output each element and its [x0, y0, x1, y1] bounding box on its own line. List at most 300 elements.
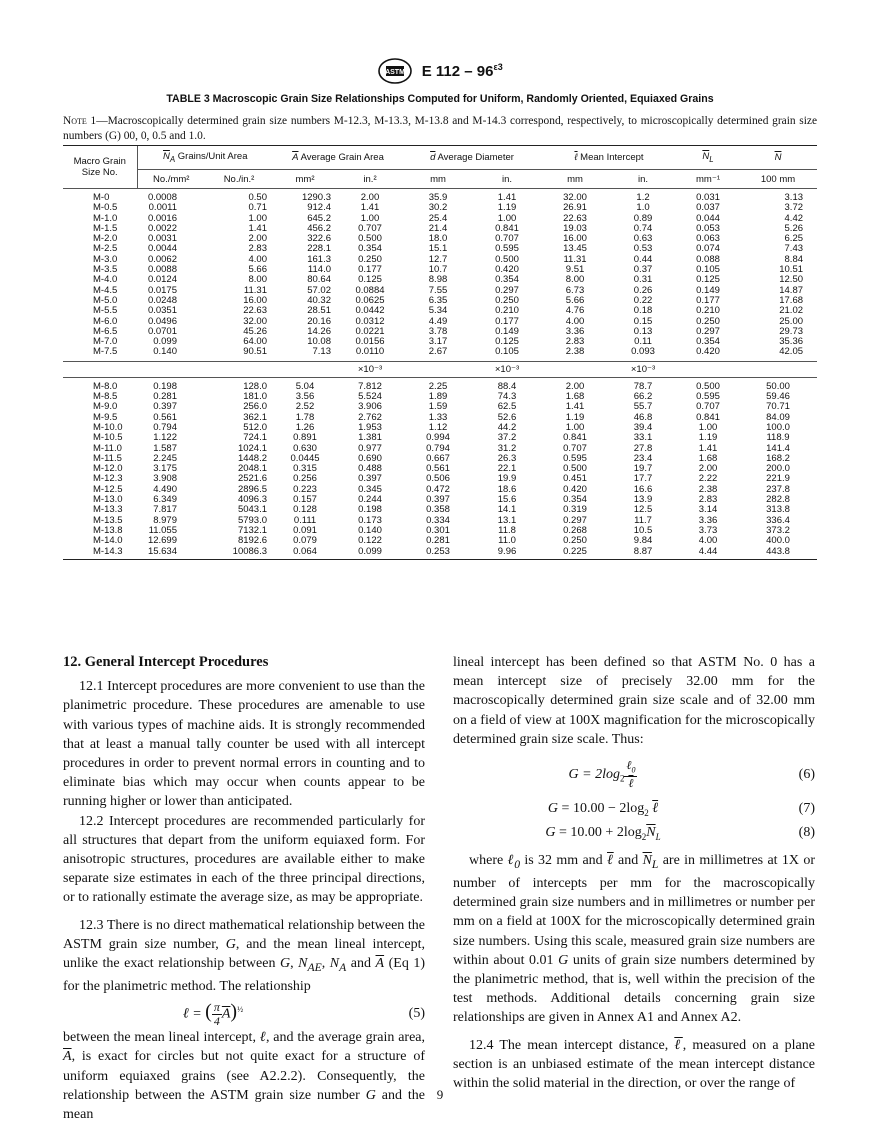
value-cell: 1.59: [428, 401, 448, 413]
value-cell: 27.8: [633, 442, 653, 454]
value-cell: 0.297: [563, 514, 587, 526]
value-cell: 0.11: [634, 336, 652, 348]
value-cell: 32.00: [243, 315, 267, 327]
value-cell: 6.73: [565, 284, 585, 296]
value-cell: 0.707: [696, 401, 720, 413]
value-cell: 0.397: [426, 494, 450, 506]
value-cell: 114.0: [307, 264, 331, 276]
value-cell: 18.6: [497, 483, 517, 495]
value-cell: 0.0701: [147, 325, 177, 337]
page-header: [0, 58, 880, 84]
value-cell: 6.25: [784, 233, 804, 245]
value-cell: 0.841: [495, 222, 519, 234]
value-cell: 0.53: [633, 243, 653, 255]
value-cell: 0.358: [426, 504, 450, 516]
value-cell: 0.595: [495, 243, 519, 255]
grain-size-cell: M-8.0: [93, 380, 118, 392]
astm-logo-icon: [377, 58, 413, 84]
value-cell: 2048.1: [237, 463, 267, 475]
p3-symbol-a: $\overline{A}$: [375, 956, 385, 972]
p3-text-h: ,: [321, 956, 330, 972]
r2-text-f: and: [613, 853, 643, 869]
value-cell: 18.0: [428, 233, 448, 245]
value-cell: 0.0496: [147, 315, 177, 327]
grain-size-cell: M-6.5: [93, 325, 118, 337]
value-cell: 16.00: [563, 233, 587, 245]
value-cell: 0.794: [153, 421, 177, 433]
value-cell: 8.84: [784, 253, 804, 265]
paragraph-12-4: [453, 1036, 815, 1094]
value-cell: 0.281: [153, 391, 177, 403]
value-cell: 3.73: [698, 524, 718, 536]
value-cell: 0.500: [358, 233, 382, 245]
table-row: [63, 536, 817, 546]
value-cell: 8.00: [565, 274, 585, 286]
value-cell: 0.198: [358, 504, 382, 516]
value-cell: 0.0175: [147, 284, 177, 296]
multiplier-diameter-in: ×10⁻³: [473, 361, 541, 377]
value-cell: 35.36: [779, 336, 804, 348]
value-cell: 0.0110: [337, 347, 403, 361]
unit-in2: in.²: [337, 170, 403, 189]
value-cell: 1.00: [248, 212, 267, 224]
d-label: Average Diameter: [435, 152, 514, 163]
unit-no-per-mm2: No./mm²: [137, 170, 205, 189]
equation-6: [453, 755, 815, 799]
value-cell: 0.595: [696, 391, 720, 403]
equation-8-expression: $G = 10.00 + 2\log_2\overline{N}_L$: [545, 825, 661, 842]
value-cell: 1.00: [565, 421, 585, 433]
value-cell: 11.31: [563, 253, 587, 265]
value-cell: 0.223: [293, 483, 317, 495]
value-cell: 0.044: [696, 212, 720, 224]
grain-size-cell: M-7.0: [93, 336, 118, 348]
value-cell: 1290.3: [301, 192, 331, 203]
value-cell: 0.0221: [355, 325, 385, 337]
table-row: [63, 377, 817, 392]
value-cell: 0.22: [633, 294, 653, 306]
value-cell: 15.1: [428, 243, 448, 255]
grain-size-cell: M-13.3: [93, 504, 123, 516]
value-cell: 168.2: [766, 452, 790, 464]
value-cell: 2.00: [565, 380, 585, 392]
value-cell: 3.175: [153, 463, 177, 475]
header-grain-size-line1: Macro Grain: [73, 156, 126, 167]
grain-size-cell: M-12.5: [93, 483, 123, 495]
grain-size-cell: M-13.5: [93, 514, 123, 526]
value-cell: 0.354: [696, 336, 720, 348]
p3-sub-a: A: [339, 960, 347, 974]
value-cell: 0.0031: [147, 233, 177, 245]
grain-size-cell: M-10.0: [93, 421, 123, 433]
grain-size-cell: M-12.3: [93, 473, 123, 485]
value-cell: 4.00: [248, 253, 267, 265]
grain-size-cell: M-3.5: [93, 264, 118, 276]
value-cell: 13.45: [563, 243, 587, 255]
unit-per-mm: mm⁻¹: [677, 170, 739, 189]
value-cell: 7132.1: [237, 524, 267, 536]
table-body-bottom: [63, 377, 817, 559]
value-cell: 0.891: [293, 432, 317, 444]
value-cell: 0.794: [426, 442, 450, 454]
page-number: 9: [436, 1087, 444, 1102]
value-cell: 1.2: [636, 192, 650, 203]
value-cell: 8.98: [428, 274, 448, 286]
value-cell: 2896.5: [237, 483, 267, 495]
value-cell: 0.256: [293, 473, 317, 485]
table-body-top: [63, 189, 817, 362]
value-cell: 26.91: [563, 202, 587, 214]
equation-7-expression: $G = 10.00 - 2\log_2$ ℓ: [547, 801, 659, 818]
equation-5-number: (5): [408, 1006, 425, 1022]
r2-sub-0: 0: [514, 857, 521, 871]
value-cell: 0.268: [563, 524, 587, 536]
value-cell: 59.46: [766, 391, 790, 403]
value-cell: 3.78: [428, 325, 448, 337]
value-cell: 128.0: [243, 380, 267, 392]
value-cell: 7.55: [428, 284, 448, 296]
grain-size-cell: M-5.0: [93, 294, 118, 306]
equation-7: [453, 799, 815, 823]
value-cell: 1.19: [565, 411, 585, 423]
value-cell: 0.420: [495, 264, 519, 276]
value-cell: 0.74: [633, 222, 653, 234]
value-cell: 84.09: [766, 411, 790, 423]
value-cell: 0.244: [358, 494, 382, 506]
value-cell: 0.301: [426, 524, 450, 536]
grain-size-cell: M-10.5: [93, 432, 123, 444]
value-cell: 1.41: [497, 192, 517, 203]
value-cell: 0.031: [696, 192, 720, 203]
value-cell: 443.8: [739, 547, 817, 560]
value-cell: 456.2: [307, 222, 331, 234]
header-nl: [677, 146, 739, 170]
value-cell: 26.3: [497, 452, 517, 464]
multiplier-intercept-in: ×10⁻³: [609, 361, 677, 377]
grain-size-cell: M-12.0: [93, 463, 123, 475]
value-cell: 0.250: [495, 294, 519, 306]
value-cell: 0.841: [696, 411, 720, 423]
value-cell: 0.111: [293, 514, 317, 526]
value-cell: 5.26: [784, 222, 804, 234]
value-cell: 8192.6: [237, 535, 267, 547]
value-cell: 10.51: [779, 264, 804, 276]
value-cell: 0.13: [633, 325, 653, 337]
value-cell: 50.00: [766, 380, 790, 392]
header-mean-intercept: [541, 146, 677, 170]
value-cell: 17.68: [779, 294, 804, 306]
value-cell: 1024.1: [237, 442, 267, 454]
value-cell: 5793.0: [237, 514, 267, 526]
value-cell: 0.250: [696, 315, 720, 327]
unit-mm2: mm²: [273, 170, 337, 189]
value-cell: 0.149: [696, 284, 720, 296]
value-cell: 4.76: [565, 305, 585, 317]
designation: [422, 62, 503, 80]
header-n: [739, 146, 817, 170]
value-cell: 0.210: [696, 305, 720, 317]
note-text: —Macroscopically determined grain size numbers M-12.3, M-13.3, M-13.8 and M-14.3 correspond, respectively, to microscopically determined grain size numbers (G) 00, 0, 0.5 and 1.0.: [63, 115, 818, 142]
p3-text-m: (Eq 1) for the planimetric method. The relationship: [63, 956, 426, 995]
value-cell: 0.667: [426, 452, 450, 464]
value-cell: 8.00: [248, 274, 267, 286]
value-cell: 0.707: [358, 222, 382, 234]
table-caption: TABLE 3 Macroscopic Grain Size Relationships Computed for Uniform, Randomly Oriented, Equiaxed Grains: [166, 93, 714, 105]
value-cell: 1448.2: [237, 452, 267, 464]
unit-100mm: 100 mm: [739, 170, 817, 189]
r2-symbol-l: ℓ: [607, 853, 614, 869]
value-cell: 0.0884: [355, 284, 385, 296]
value-cell: 80.64: [307, 274, 331, 286]
value-cell: 10.7: [428, 264, 448, 276]
value-cell: 512.0: [243, 421, 267, 433]
value-cell: 0.472: [426, 483, 450, 495]
value-cell: 21.4: [428, 222, 448, 234]
value-cell: 0.074: [696, 243, 720, 255]
value-cell: 20.16: [307, 315, 331, 327]
value-cell: 0.125: [495, 336, 519, 348]
p3-text-k: and: [346, 956, 376, 972]
value-cell: 0.250: [358, 253, 382, 265]
value-cell: 12.50: [779, 274, 804, 286]
value-cell: 2.25: [428, 380, 448, 392]
equation-6-number: (6): [798, 767, 815, 783]
p3-symbol-g2: G: [280, 956, 291, 972]
value-cell: 0.63: [633, 233, 653, 245]
p4-symbol-a: $\overline{A}$: [63, 1049, 72, 1065]
value-cell: 141.4: [766, 442, 790, 454]
value-cell: 33.1: [633, 432, 653, 444]
value-cell: 0.0008: [147, 192, 177, 203]
value-cell: 0.053: [696, 222, 720, 234]
header-average-area: [273, 146, 403, 170]
value-cell: 912.4: [307, 202, 331, 214]
value-cell: 2.00: [248, 233, 267, 245]
value-cell: 0.297: [696, 325, 720, 337]
value-cell: 0.354: [495, 274, 519, 286]
value-cell: 0.099: [337, 547, 403, 560]
grain-size-cell: M-7.5: [63, 347, 137, 361]
r3-text-a: 12.4 The mean intercept distance,: [469, 1037, 675, 1053]
equation-8: [453, 823, 815, 851]
value-cell: 2.22: [698, 473, 718, 485]
grain-size-cell: M-0: [93, 192, 110, 203]
value-cell: 9.84: [633, 535, 653, 547]
na-label: Grains/Unit Area: [175, 151, 248, 163]
value-cell: 25.00: [779, 315, 804, 327]
grain-size-cell: M-9.0: [93, 401, 118, 413]
value-cell: 0.157: [293, 494, 317, 506]
value-cell: 0.89: [633, 212, 653, 224]
value-cell: 0.173: [358, 514, 382, 526]
multiplier-band: [63, 361, 817, 377]
value-cell: 0.177: [358, 264, 382, 276]
value-cell: 8.87: [609, 547, 677, 560]
value-cell: 256.0: [243, 401, 267, 413]
value-cell: 10086.3: [205, 547, 273, 560]
unit-no-per-in2: No./in.²: [205, 170, 273, 189]
value-cell: 35.9: [428, 192, 448, 203]
equation-8-number: (8): [798, 825, 815, 841]
value-cell: 37.2: [497, 432, 517, 444]
value-cell: 0.210: [495, 305, 519, 317]
section-heading: 12. General Intercept Procedures: [63, 654, 269, 670]
value-cell: 0.177: [696, 294, 720, 306]
value-cell: 0.064: [273, 547, 337, 560]
grain-size-cell: M-3.0: [93, 253, 118, 265]
value-cell: 7.817: [153, 504, 177, 516]
value-cell: 313.8: [766, 504, 790, 516]
r2-symbol-n: $\overline{N}$: [642, 853, 652, 869]
value-cell: 645.2: [307, 212, 331, 224]
value-cell: 21.02: [779, 305, 804, 317]
value-cell: 0.397: [358, 473, 382, 485]
r2-text-a: where: [469, 853, 508, 869]
p3-symbol-g: G: [225, 936, 236, 952]
value-cell: 7.43: [784, 243, 804, 255]
grain-size-cell: M-1.5: [93, 222, 118, 234]
n-symbol: $\overline{N}$: [774, 152, 782, 163]
value-cell: 13.9: [633, 494, 653, 506]
value-cell: 28.51: [307, 305, 331, 317]
value-cell: 1.89: [428, 391, 448, 403]
table-row: [63, 347, 817, 361]
value-cell: 3.56: [295, 391, 315, 403]
value-cell: 6.35: [428, 294, 448, 306]
value-cell: 25.4: [428, 212, 448, 224]
value-cell: 4.49: [428, 315, 448, 327]
value-cell: 4.44: [677, 547, 739, 560]
value-cell: 0.420: [677, 347, 739, 361]
value-cell: 7.13: [273, 347, 337, 361]
grain-size-table: [63, 145, 817, 560]
value-cell: 1.19: [698, 432, 718, 444]
value-cell: 19.9: [497, 473, 517, 485]
table-row: [63, 189, 817, 204]
r2-text-k: units of grain size numbers determined by the planimetric method, that is, well within the precision of the test methods. Additional details concerning grain size relationships are given in Annex A1 and Annex A2.: [453, 952, 816, 1026]
value-cell: 1.41: [698, 442, 718, 454]
value-cell: 362.1: [243, 411, 267, 423]
value-cell: 0.595: [563, 452, 587, 464]
grain-size-cell: M-0.5: [93, 202, 118, 214]
value-cell: 0.281: [426, 535, 450, 547]
value-cell: 3.36: [565, 325, 585, 337]
value-cell: 0.500: [563, 463, 587, 475]
value-cell: 0.0445: [290, 452, 320, 464]
grain-size-cell: M-6.0: [93, 315, 118, 327]
value-cell: 0.690: [358, 452, 382, 464]
astm-logo-text: ASTM: [385, 69, 406, 76]
multiplier-row: [63, 361, 817, 377]
value-cell: 4.490: [153, 483, 177, 495]
nl-subscript: L: [709, 154, 714, 164]
p3-sub-ae: AE: [307, 960, 322, 974]
value-cell: 118.9: [766, 432, 790, 444]
p3-symbol-n2: N: [329, 956, 340, 972]
value-cell: 16.6: [633, 483, 653, 495]
unit-int-in: in.: [609, 170, 677, 189]
value-cell: 2.00: [360, 192, 380, 203]
value-cell: 2.67: [403, 347, 473, 361]
grain-size-cell: M-14.0: [93, 535, 123, 547]
value-cell: 2.52: [295, 401, 315, 413]
r2-text-i: are in millimetres at 1X or number of intercepts per mm for the macroscopically determined grain size numbers and in millimetres or number per mm on a field at 100X for the microscopically determined grain size numbers. Using this scale, measured grain size numbers are within about 0.01: [453, 853, 815, 968]
value-cell: 0.0156: [355, 336, 385, 348]
value-cell: 0.088: [696, 253, 720, 265]
value-cell: 1.00: [497, 212, 517, 224]
value-cell: 45.26: [243, 325, 267, 337]
value-cell: 46.8: [633, 411, 653, 423]
value-cell: 1.41: [360, 202, 380, 214]
p4-text-c: , and the average grain area,: [265, 1030, 425, 1046]
grain-size-cell: M-14.3: [63, 547, 137, 560]
grain-size-cell: M-4.0: [93, 274, 118, 286]
value-cell: 0.093: [609, 347, 677, 361]
value-cell: 22.63: [563, 212, 587, 224]
value-cell: 0.707: [563, 442, 587, 454]
r3-text-c: , measured on a plane section is an unbiased estimate of the mean intercept distance within the solid material in the direction, or over the range of: [453, 1037, 815, 1092]
p4-symbol-l: ℓ: [259, 1030, 266, 1046]
value-cell: 1.68: [565, 391, 585, 403]
value-cell: 336.4: [766, 514, 790, 526]
value-cell: 1.33: [428, 411, 448, 423]
value-cell: 0.18: [633, 305, 653, 317]
value-cell: 3.14: [698, 504, 718, 516]
value-cell: 100.0: [766, 421, 790, 433]
r2-symbol-g: G: [558, 952, 569, 968]
value-cell: 0.099: [153, 336, 177, 348]
value-cell: 0.0124: [147, 274, 177, 286]
value-cell: 7.812: [358, 380, 382, 392]
value-cell: 0.140: [358, 524, 382, 536]
value-cell: 10.5: [633, 524, 653, 536]
value-cell: 400.0: [766, 535, 790, 547]
value-cell: 3.908: [153, 473, 177, 485]
value-cell: 0.140: [137, 347, 205, 361]
header-grain-size-line2: Size No.: [81, 167, 118, 178]
l-label: Mean Intercept: [577, 152, 644, 163]
na-subscript: A: [169, 154, 176, 164]
value-cell: 0.15: [633, 315, 653, 327]
value-cell: 1.78: [295, 411, 315, 423]
value-cell: 19.7: [633, 463, 653, 475]
value-cell: 0.561: [153, 411, 177, 423]
value-cell: 0.26: [633, 284, 653, 296]
value-cell: 0.037: [696, 202, 720, 214]
value-cell: 0.079: [293, 535, 317, 547]
value-cell: 2.00: [698, 463, 718, 475]
value-cell: 2.83: [698, 494, 718, 506]
value-cell: 1.12: [428, 421, 448, 433]
value-cell: 1.68: [698, 452, 718, 464]
value-cell: 237.8: [766, 483, 790, 495]
p4-text-g: and the mean: [63, 1087, 426, 1123]
value-cell: 42.05: [739, 347, 817, 361]
value-cell: 11.31: [243, 284, 267, 296]
value-cell: 0.500: [495, 253, 519, 265]
value-cell: 724.1: [243, 432, 267, 444]
r2-text-d: is 32 mm and: [520, 853, 608, 869]
value-cell: 0.125: [696, 274, 720, 286]
p3-text-e: ,: [290, 956, 299, 972]
grain-size-cell: M-2.0: [93, 233, 118, 245]
p4-symbol-g: G: [365, 1087, 376, 1103]
value-cell: 4.42: [784, 212, 804, 224]
value-cell: 12.5: [633, 504, 653, 516]
value-cell: 0.397: [153, 401, 177, 413]
value-cell: 2.38: [541, 347, 609, 361]
value-cell: 0.451: [563, 473, 587, 485]
